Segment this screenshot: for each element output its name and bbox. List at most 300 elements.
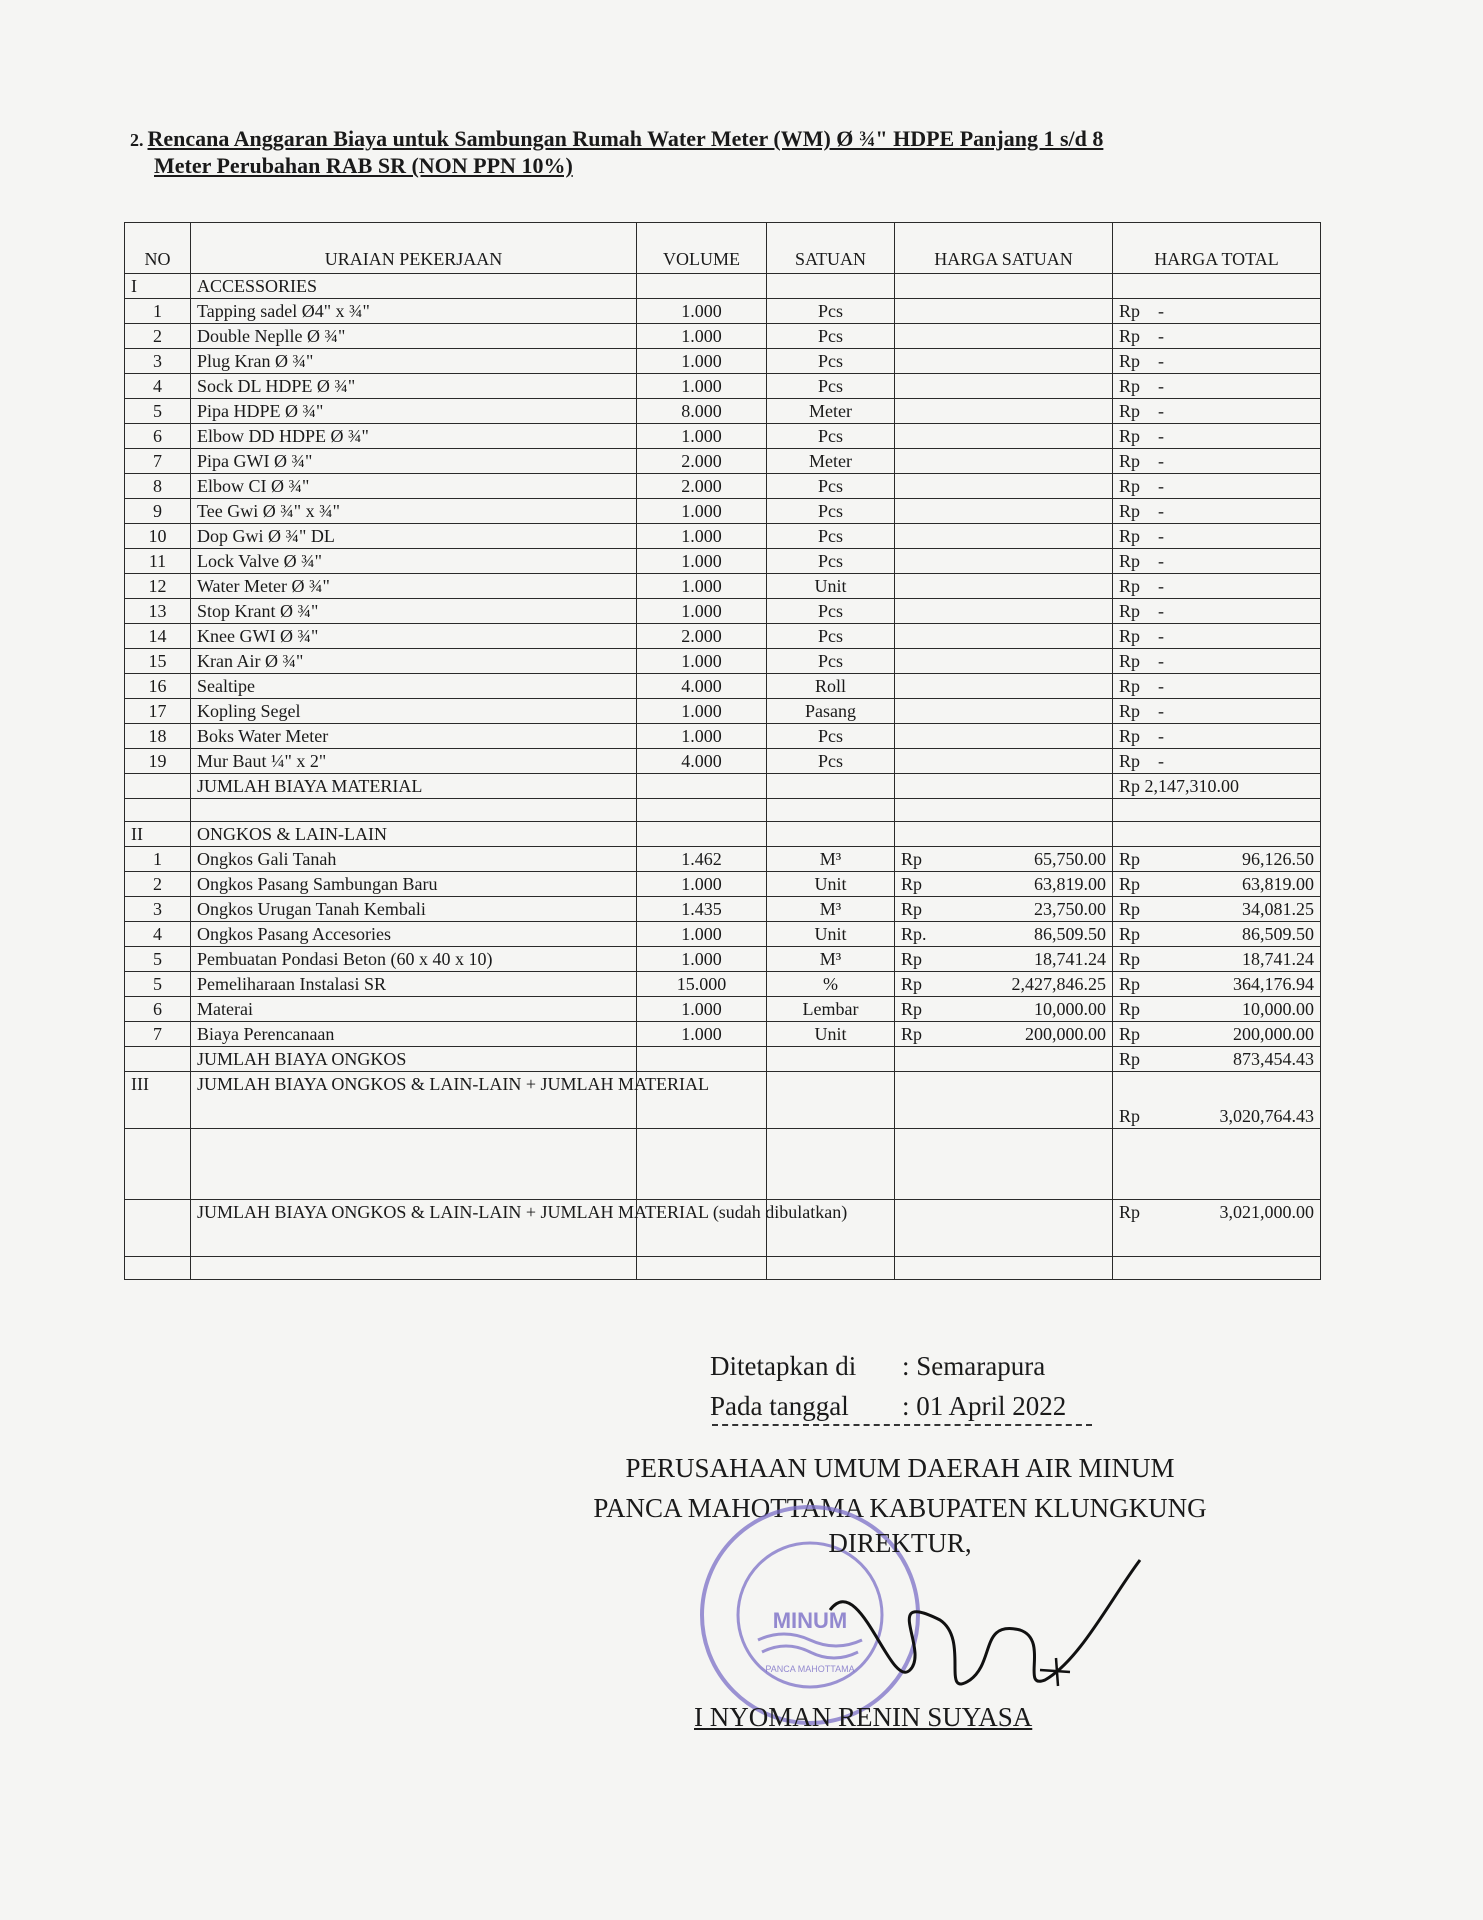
item-unit: Pcs	[767, 474, 895, 499]
amount-value: 18,741.24	[1034, 949, 1106, 969]
amount-value: 18,741.24	[1242, 949, 1314, 969]
item-unit: Pcs	[767, 724, 895, 749]
item-unit-price	[895, 374, 1113, 399]
item-description: Ongkos Pasang Accesories	[191, 922, 637, 947]
title-line-1: Rencana Anggaran Biaya untuk Sambungan Rumah Water Meter (WM) Ø ¾" HDPE Panjang 1 s/d 8	[147, 126, 1104, 151]
item-number: 5	[125, 399, 191, 424]
rounded-total-value	[1113, 1200, 1321, 1257]
item-volume: 15.000	[637, 972, 767, 997]
currency-label: Rp	[901, 949, 923, 969]
rounded-total-row	[125, 1200, 1321, 1257]
item-volume: 1.000	[637, 599, 767, 624]
table-row	[125, 424, 1321, 449]
currency-label: Rp	[1119, 576, 1141, 596]
header-harga-total: HARGA TOTAL	[1113, 223, 1321, 274]
table-row	[125, 624, 1321, 649]
item-total	[1113, 749, 1321, 774]
item-number: 7	[125, 449, 191, 474]
currency-label: Rp	[1119, 726, 1141, 746]
currency-label: Rp	[1119, 974, 1141, 994]
item-description: Materai	[191, 997, 637, 1022]
currency-label: Rp	[1119, 701, 1141, 721]
org-line-2: PANCA MAHOTTAMA KABUPATEN KLUNGKUNG	[593, 1493, 1207, 1523]
item-unit-price	[895, 649, 1113, 674]
item-unit-price	[895, 599, 1113, 624]
table-row	[125, 997, 1321, 1022]
item-number: 6	[125, 997, 191, 1022]
amount-value: 63,819.00	[1242, 874, 1314, 894]
item-total	[1113, 449, 1321, 474]
item-description: Pipa HDPE Ø ¾"	[191, 399, 637, 424]
item-unit: Pcs	[767, 374, 895, 399]
amount-value: 86,509.50	[1034, 924, 1106, 944]
ditetapkan-value: : Semarapura	[902, 1351, 1046, 1381]
currency-label: Rp	[1119, 376, 1141, 396]
item-unit-price	[895, 674, 1113, 699]
rounded-total-label: JUMLAH BIAYA ONGKOS & LAIN-LAIN + JUMLAH MATERIAL (sudah dibulatkan)	[191, 1200, 637, 1257]
item-volume: 1.000	[637, 349, 767, 374]
item-unit-price	[895, 724, 1113, 749]
header-harga-satuan: HARGA SATUAN	[895, 223, 1113, 274]
item-total	[1113, 474, 1321, 499]
item-unit: Pcs	[767, 649, 895, 674]
subtotal-row	[125, 1047, 1321, 1072]
amount-value: -	[1158, 401, 1165, 421]
currency-label: Rp	[1119, 1202, 1141, 1222]
currency-label: Rp	[1119, 601, 1141, 621]
blank-row	[125, 1129, 1321, 1200]
currency-label: Rp	[1119, 874, 1141, 894]
currency-label: Rp	[1119, 501, 1141, 521]
table-row	[125, 1022, 1321, 1047]
item-volume: 1.000	[637, 324, 767, 349]
currency-label: Rp	[1119, 626, 1141, 646]
item-unit: Lembar	[767, 997, 895, 1022]
table-row	[125, 374, 1321, 399]
item-number: 17	[125, 699, 191, 724]
item-unit-price	[895, 847, 1113, 872]
amount-value: -	[1158, 351, 1165, 371]
item-total	[1113, 349, 1321, 374]
table-row	[125, 947, 1321, 972]
item-unit-price	[895, 897, 1113, 922]
currency-label: Rp	[1119, 401, 1141, 421]
table-row	[125, 674, 1321, 699]
item-unit: Pasang	[767, 699, 895, 724]
item-description: Tee Gwi Ø ¾" x ¾"	[191, 499, 637, 524]
amount-value: 200,000.00	[1233, 1024, 1314, 1044]
item-unit: Pcs	[767, 499, 895, 524]
amount-value: -	[1158, 651, 1165, 671]
item-total	[1113, 599, 1321, 624]
dashed-divider	[712, 1424, 1092, 1426]
item-total	[1113, 897, 1321, 922]
amount-value: 10,000.00	[1034, 999, 1106, 1019]
item-number: 1	[125, 847, 191, 872]
item-number: 1	[125, 299, 191, 324]
item-description: Sealtipe	[191, 674, 637, 699]
item-volume: 1.435	[637, 897, 767, 922]
svg-text:PANCA MAHOTTAMA: PANCA MAHOTTAMA	[765, 1664, 855, 1674]
item-total	[1113, 724, 1321, 749]
item-unit: M³	[767, 847, 895, 872]
item-number: 3	[125, 349, 191, 374]
table-row	[125, 324, 1321, 349]
currency-label: Rp	[1119, 476, 1141, 496]
item-number: 2	[125, 324, 191, 349]
currency-label: Rp	[1119, 949, 1141, 969]
item-volume: 1.000	[637, 524, 767, 549]
currency-label: Rp	[901, 849, 923, 869]
table-row	[125, 724, 1321, 749]
currency-label: Rp	[1119, 924, 1141, 944]
budget-table	[124, 222, 1321, 1280]
subtotal-label: JUMLAH BIAYA MATERIAL	[191, 774, 637, 799]
item-total	[1113, 1022, 1321, 1047]
currency-label: Rp	[1119, 676, 1141, 696]
item-volume: 1.000	[637, 922, 767, 947]
item-description: Lock Valve Ø ¾"	[191, 549, 637, 574]
currency-label: Rp	[1119, 776, 1141, 796]
section-label: ONGKOS & LAIN-LAIN	[191, 822, 637, 847]
document-title	[130, 126, 1290, 179]
currency-label: Rp	[1119, 849, 1141, 869]
item-unit: Pcs	[767, 424, 895, 449]
director-role: DIREKTUR,	[828, 1528, 972, 1558]
section-row	[125, 274, 1321, 299]
item-total	[1113, 699, 1321, 724]
table-row	[125, 599, 1321, 624]
header-no: NO	[125, 223, 191, 274]
item-unit: Pcs	[767, 349, 895, 374]
item-volume: 1.462	[637, 847, 767, 872]
item-unit-price	[895, 972, 1113, 997]
item-number: 10	[125, 524, 191, 549]
item-unit: Unit	[767, 872, 895, 897]
item-volume: 8.000	[637, 399, 767, 424]
table-row	[125, 524, 1321, 549]
item-number: 6	[125, 424, 191, 449]
item-description: Ongkos Gali Tanah	[191, 847, 637, 872]
item-number: 19	[125, 749, 191, 774]
empty-row	[125, 1257, 1321, 1280]
currency-label: Rp	[1119, 451, 1141, 471]
item-unit-price	[895, 499, 1113, 524]
item-unit: Pcs	[767, 599, 895, 624]
amount-value: 23,750.00	[1034, 899, 1106, 919]
amount-value: -	[1158, 476, 1165, 496]
subtotal-row	[125, 774, 1321, 799]
currency-label: Rp	[1119, 326, 1141, 346]
table-row	[125, 299, 1321, 324]
currency-label: Rp	[1119, 551, 1141, 571]
currency-label: Rp	[1119, 426, 1141, 446]
item-volume: 2.000	[637, 624, 767, 649]
item-volume: 1.000	[637, 424, 767, 449]
grand-total-value	[1113, 1072, 1321, 1129]
currency-label: Rp	[1119, 1049, 1141, 1069]
item-volume: 1.000	[637, 724, 767, 749]
subtotal-value	[1113, 1047, 1321, 1072]
section-number: II	[125, 822, 191, 847]
item-number: 18	[125, 724, 191, 749]
item-volume: 1.000	[637, 997, 767, 1022]
item-unit: %	[767, 972, 895, 997]
item-total	[1113, 424, 1321, 449]
table-row	[125, 749, 1321, 774]
item-total	[1113, 374, 1321, 399]
item-unit: Pcs	[767, 624, 895, 649]
item-unit-price	[895, 1022, 1113, 1047]
currency-label: Rp	[901, 999, 923, 1019]
currency-label: Rp	[901, 1024, 923, 1044]
table-row	[125, 349, 1321, 374]
currency-label: Rp	[901, 974, 923, 994]
item-total	[1113, 574, 1321, 599]
table-row	[125, 574, 1321, 599]
table-row	[125, 922, 1321, 947]
item-total	[1113, 847, 1321, 872]
title-line-2: Meter Perubahan RAB SR (NON PPN 10%)	[154, 153, 573, 178]
amount-value: -	[1158, 576, 1165, 596]
signature-icon	[820, 1550, 1150, 1720]
item-unit-price	[895, 574, 1113, 599]
item-unit-price	[895, 399, 1113, 424]
subtotal-value	[1113, 774, 1321, 799]
item-description: Sock DL HDPE Ø ¾"	[191, 374, 637, 399]
item-unit-price	[895, 449, 1113, 474]
table-row	[125, 872, 1321, 897]
item-unit: Unit	[767, 574, 895, 599]
amount-value: -	[1158, 501, 1165, 521]
section-label: ACCESSORIES	[191, 274, 637, 299]
table-row	[125, 847, 1321, 872]
item-number: 12	[125, 574, 191, 599]
item-volume: 1.000	[637, 499, 767, 524]
item-unit: Pcs	[767, 549, 895, 574]
item-volume: 1.000	[637, 699, 767, 724]
amount-value: -	[1158, 301, 1165, 321]
currency-label: Rp	[1119, 301, 1141, 321]
item-unit-price	[895, 872, 1113, 897]
amount-value: 34,081.25	[1242, 899, 1314, 919]
item-volume: 1.000	[637, 1022, 767, 1047]
item-volume: 1.000	[637, 872, 767, 897]
currency-label: Rp	[1119, 1106, 1141, 1126]
amount-value: 96,126.50	[1242, 849, 1314, 869]
item-unit-price	[895, 424, 1113, 449]
item-unit: M³	[767, 947, 895, 972]
currency-label: Rp	[901, 899, 923, 919]
currency-label: Rp.	[901, 924, 927, 944]
currency-label: Rp	[1119, 351, 1141, 371]
item-description: Mur Baut ¼" x 2"	[191, 749, 637, 774]
item-volume: 1.000	[637, 374, 767, 399]
amount-value: 200,000.00	[1025, 1024, 1106, 1044]
item-unit-price	[895, 324, 1113, 349]
currency-label: Rp	[1119, 899, 1141, 919]
item-total	[1113, 674, 1321, 699]
item-unit-price	[895, 299, 1113, 324]
item-unit: Pcs	[767, 524, 895, 549]
amount-value: -	[1158, 676, 1165, 696]
item-unit-price	[895, 947, 1113, 972]
item-number: 5	[125, 947, 191, 972]
item-volume: 2.000	[637, 449, 767, 474]
item-total	[1113, 399, 1321, 424]
currency-label: Rp	[1119, 1024, 1141, 1044]
item-unit: Unit	[767, 922, 895, 947]
item-description: Ongkos Urugan Tanah Kembali	[191, 897, 637, 922]
item-description: Plug Kran Ø ¾"	[191, 349, 637, 374]
item-number: 3	[125, 897, 191, 922]
header-satuan: SATUAN	[767, 223, 895, 274]
item-unit-price	[895, 922, 1113, 947]
item-volume: 2.000	[637, 474, 767, 499]
item-number: 15	[125, 649, 191, 674]
item-description: Knee GWI Ø ¾"	[191, 624, 637, 649]
table-row	[125, 649, 1321, 674]
subtotal-label: JUMLAH BIAYA ONGKOS	[191, 1047, 637, 1072]
item-unit-price	[895, 349, 1113, 374]
item-volume: 1.000	[637, 299, 767, 324]
item-number: 14	[125, 624, 191, 649]
table-row	[125, 549, 1321, 574]
item-total	[1113, 972, 1321, 997]
place-date-block	[710, 1346, 1066, 1426]
amount-value: 873,454.43	[1233, 1049, 1314, 1069]
item-unit: Roll	[767, 674, 895, 699]
table-row	[125, 897, 1321, 922]
amount-value: 63,819.00	[1034, 874, 1106, 894]
item-description: Elbow CI Ø ¾"	[191, 474, 637, 499]
item-total	[1113, 947, 1321, 972]
table-row	[125, 499, 1321, 524]
item-unit: Meter	[767, 399, 895, 424]
item-description: Elbow DD HDPE Ø ¾"	[191, 424, 637, 449]
item-number: 4	[125, 922, 191, 947]
section-number: I	[125, 274, 191, 299]
item-number: 13	[125, 599, 191, 624]
item-unit: Pcs	[767, 324, 895, 349]
currency-label: Rp	[1119, 651, 1141, 671]
item-unit-price	[895, 624, 1113, 649]
header-volume: VOLUME	[637, 223, 767, 274]
item-number: 8	[125, 474, 191, 499]
table-row	[125, 399, 1321, 424]
title-number: 2.	[130, 130, 144, 150]
item-total	[1113, 872, 1321, 897]
ditetapkan-label: Ditetapkan di	[710, 1351, 857, 1381]
currency-label: Rp	[1119, 526, 1141, 546]
item-unit: Meter	[767, 449, 895, 474]
amount-value: -	[1158, 726, 1165, 746]
item-volume: 4.000	[637, 749, 767, 774]
amount-value: 364,176.94	[1233, 974, 1314, 994]
item-total	[1113, 524, 1321, 549]
item-unit: M³	[767, 897, 895, 922]
amount-value: 86,509.50	[1242, 924, 1314, 944]
item-description: Double Neplle Ø ¾"	[191, 324, 637, 349]
item-total	[1113, 997, 1321, 1022]
item-unit-price	[895, 997, 1113, 1022]
item-description: Kran Air Ø ¾"	[191, 649, 637, 674]
amount-value: 65,750.00	[1034, 849, 1106, 869]
amount-value: 2,147,310.00	[1144, 776, 1240, 796]
item-number: 4	[125, 374, 191, 399]
amount-value: -	[1158, 426, 1165, 446]
item-description: Pembuatan Pondasi Beton (60 x 40 x 10)	[191, 947, 637, 972]
director-name: I NYOMAN RENIN SUYASA	[694, 1702, 1033, 1732]
amount-value: -	[1158, 326, 1165, 346]
amount-value: -	[1158, 626, 1165, 646]
amount-value: -	[1158, 751, 1165, 771]
amount-value: 3,020,764.43	[1219, 1106, 1314, 1126]
amount-value: -	[1158, 601, 1165, 621]
item-volume: 1.000	[637, 947, 767, 972]
item-unit-price	[895, 474, 1113, 499]
item-unit-price	[895, 524, 1113, 549]
item-description: Water Meter Ø ¾"	[191, 574, 637, 599]
item-number: 11	[125, 549, 191, 574]
amount-value: 10,000.00	[1242, 999, 1314, 1019]
item-description: Biaya Perencanaan	[191, 1022, 637, 1047]
item-unit: Unit	[767, 1022, 895, 1047]
item-total	[1113, 922, 1321, 947]
amount-value: 2,427,846.25	[1011, 974, 1106, 994]
section-row	[125, 822, 1321, 847]
item-volume: 4.000	[637, 674, 767, 699]
amount-value: -	[1158, 701, 1165, 721]
org-line-1: PERUSAHAAN UMUM DAERAH AIR MINUM	[625, 1453, 1175, 1483]
item-number: 16	[125, 674, 191, 699]
amount-value: 3,021,000.00	[1219, 1202, 1314, 1222]
empty-row	[125, 799, 1321, 822]
amount-value: -	[1158, 526, 1165, 546]
table-row	[125, 699, 1321, 724]
table-header-row	[125, 223, 1321, 274]
tanggal-value: : 01 April 2022	[902, 1391, 1067, 1421]
item-description: Dop Gwi Ø ¾" DL	[191, 524, 637, 549]
item-unit-price	[895, 549, 1113, 574]
item-total	[1113, 499, 1321, 524]
item-description: Pipa GWI Ø ¾"	[191, 449, 637, 474]
tanggal-label: Pada tanggal	[710, 1391, 849, 1421]
item-unit: Pcs	[767, 299, 895, 324]
section-number: III	[125, 1072, 191, 1129]
item-total	[1113, 299, 1321, 324]
svg-text:MINUM: MINUM	[772, 1608, 848, 1633]
amount-value: -	[1158, 376, 1165, 396]
grand-total-row	[125, 1072, 1321, 1129]
item-unit-price	[895, 749, 1113, 774]
amount-value: -	[1158, 551, 1165, 571]
item-unit-price	[895, 699, 1113, 724]
item-number: 5	[125, 972, 191, 997]
item-description: Stop Krant Ø ¾"	[191, 599, 637, 624]
header-uraian: URAIAN PEKERJAAN	[191, 223, 637, 274]
item-description: Ongkos Pasang Sambungan Baru	[191, 872, 637, 897]
item-total	[1113, 624, 1321, 649]
item-volume: 1.000	[637, 574, 767, 599]
item-number: 2	[125, 872, 191, 897]
item-number: 7	[125, 1022, 191, 1047]
grand-total-label: JUMLAH BIAYA ONGKOS & LAIN-LAIN + JUMLAH MATERIAL	[191, 1072, 637, 1129]
item-total	[1113, 649, 1321, 674]
item-description: Boks Water Meter	[191, 724, 637, 749]
item-unit: Pcs	[767, 749, 895, 774]
currency-label: Rp	[901, 874, 923, 894]
